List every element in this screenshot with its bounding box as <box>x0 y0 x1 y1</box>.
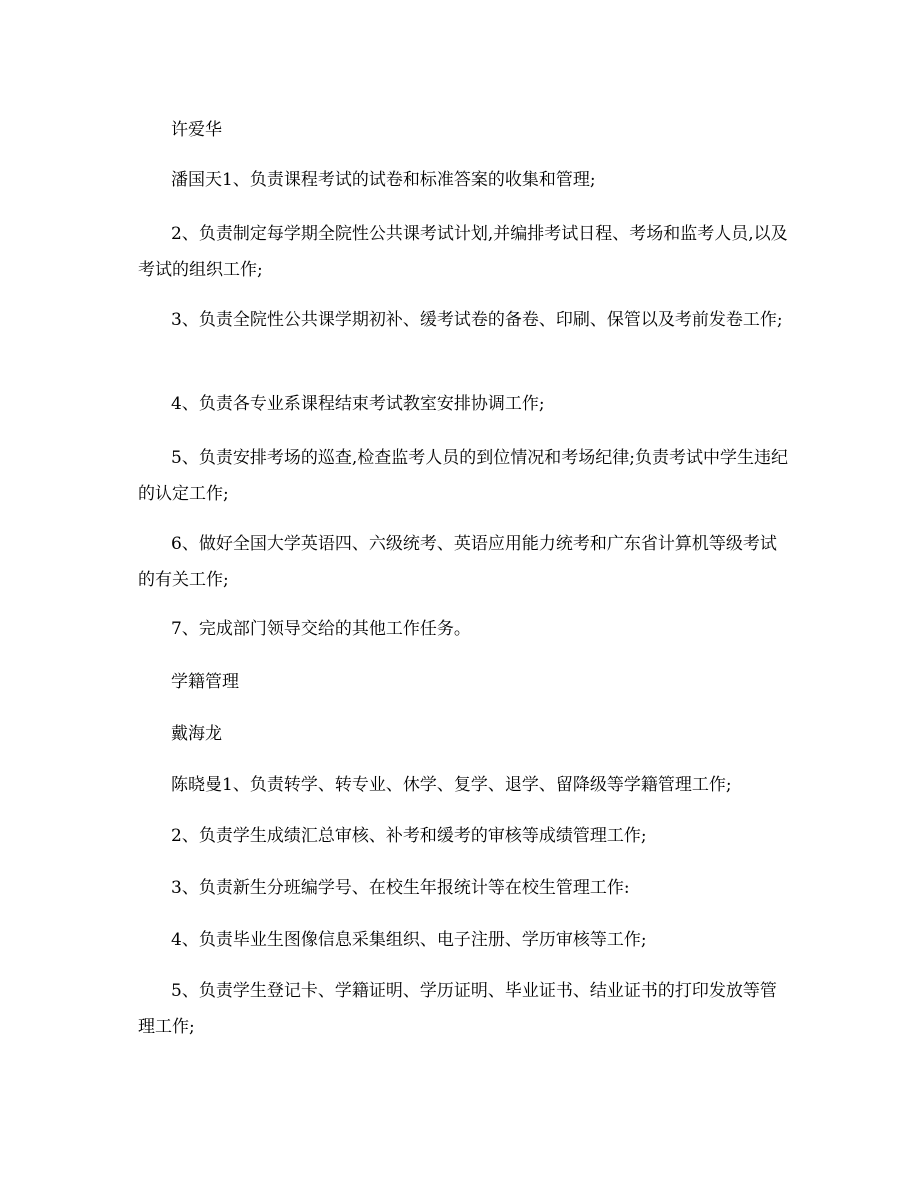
paragraph-duty-7: 7、完成部门领导交给的其他工作任务。 <box>171 619 471 639</box>
paragraph-records-1: 陈晓曼1、负责转学、转专业、休学、复学、退学、留降级等学籍管理工作; <box>171 775 732 795</box>
paragraph-records-2: 2、负责学生成绩汇总审核、补考和缓考的审核等成绩管理工作; <box>171 826 647 846</box>
paragraph-name-dai: 戴海龙 <box>171 724 222 744</box>
paragraph-duty-3: 3、负责全院性公共课学期初补、缓考试卷的备卷、印刷、保管以及考前发卷工作; <box>171 310 783 330</box>
paragraph-duty-4: 4、负责各专业系课程结束考试教室安排协调工作; <box>171 394 545 414</box>
paragraph-records-4: 4、负责毕业生图像信息采集组织、电子注册、学历审核等工作; <box>171 930 647 950</box>
paragraph-duty-6: 6、做好全国大学英语四、六级统考、英语应用能力统考和广东省计算机等级考试的有关工作; <box>138 534 777 590</box>
paragraph-records-5: 5、负责学生登记卡、学籍证明、学历证明、毕业证书、结业证书的打印发放等管理工作; <box>138 981 777 1037</box>
paragraph-records-3: 3、负责新生分班编学号、在校生年报统计等在校生管理工作: <box>171 878 630 898</box>
paragraph-name-xu: 许爱华 <box>171 120 222 140</box>
section-heading-student-records: 学籍管理 <box>171 672 239 692</box>
paragraph-duty-2: 2、负责制定每学期全院性公共课考试计划,并编排考试日程、考场和监考人员,以及考试的组织工作; <box>138 224 788 280</box>
paragraph-duty-5: 5、负责安排考场的巡查,检查监考人员的到位情况和考场纪律;负责考试中学生违纪的认定工作; <box>138 448 788 504</box>
paragraph-duty-1: 潘国天1、负责课程考试的试卷和标准答案的收集和管理; <box>171 170 596 190</box>
